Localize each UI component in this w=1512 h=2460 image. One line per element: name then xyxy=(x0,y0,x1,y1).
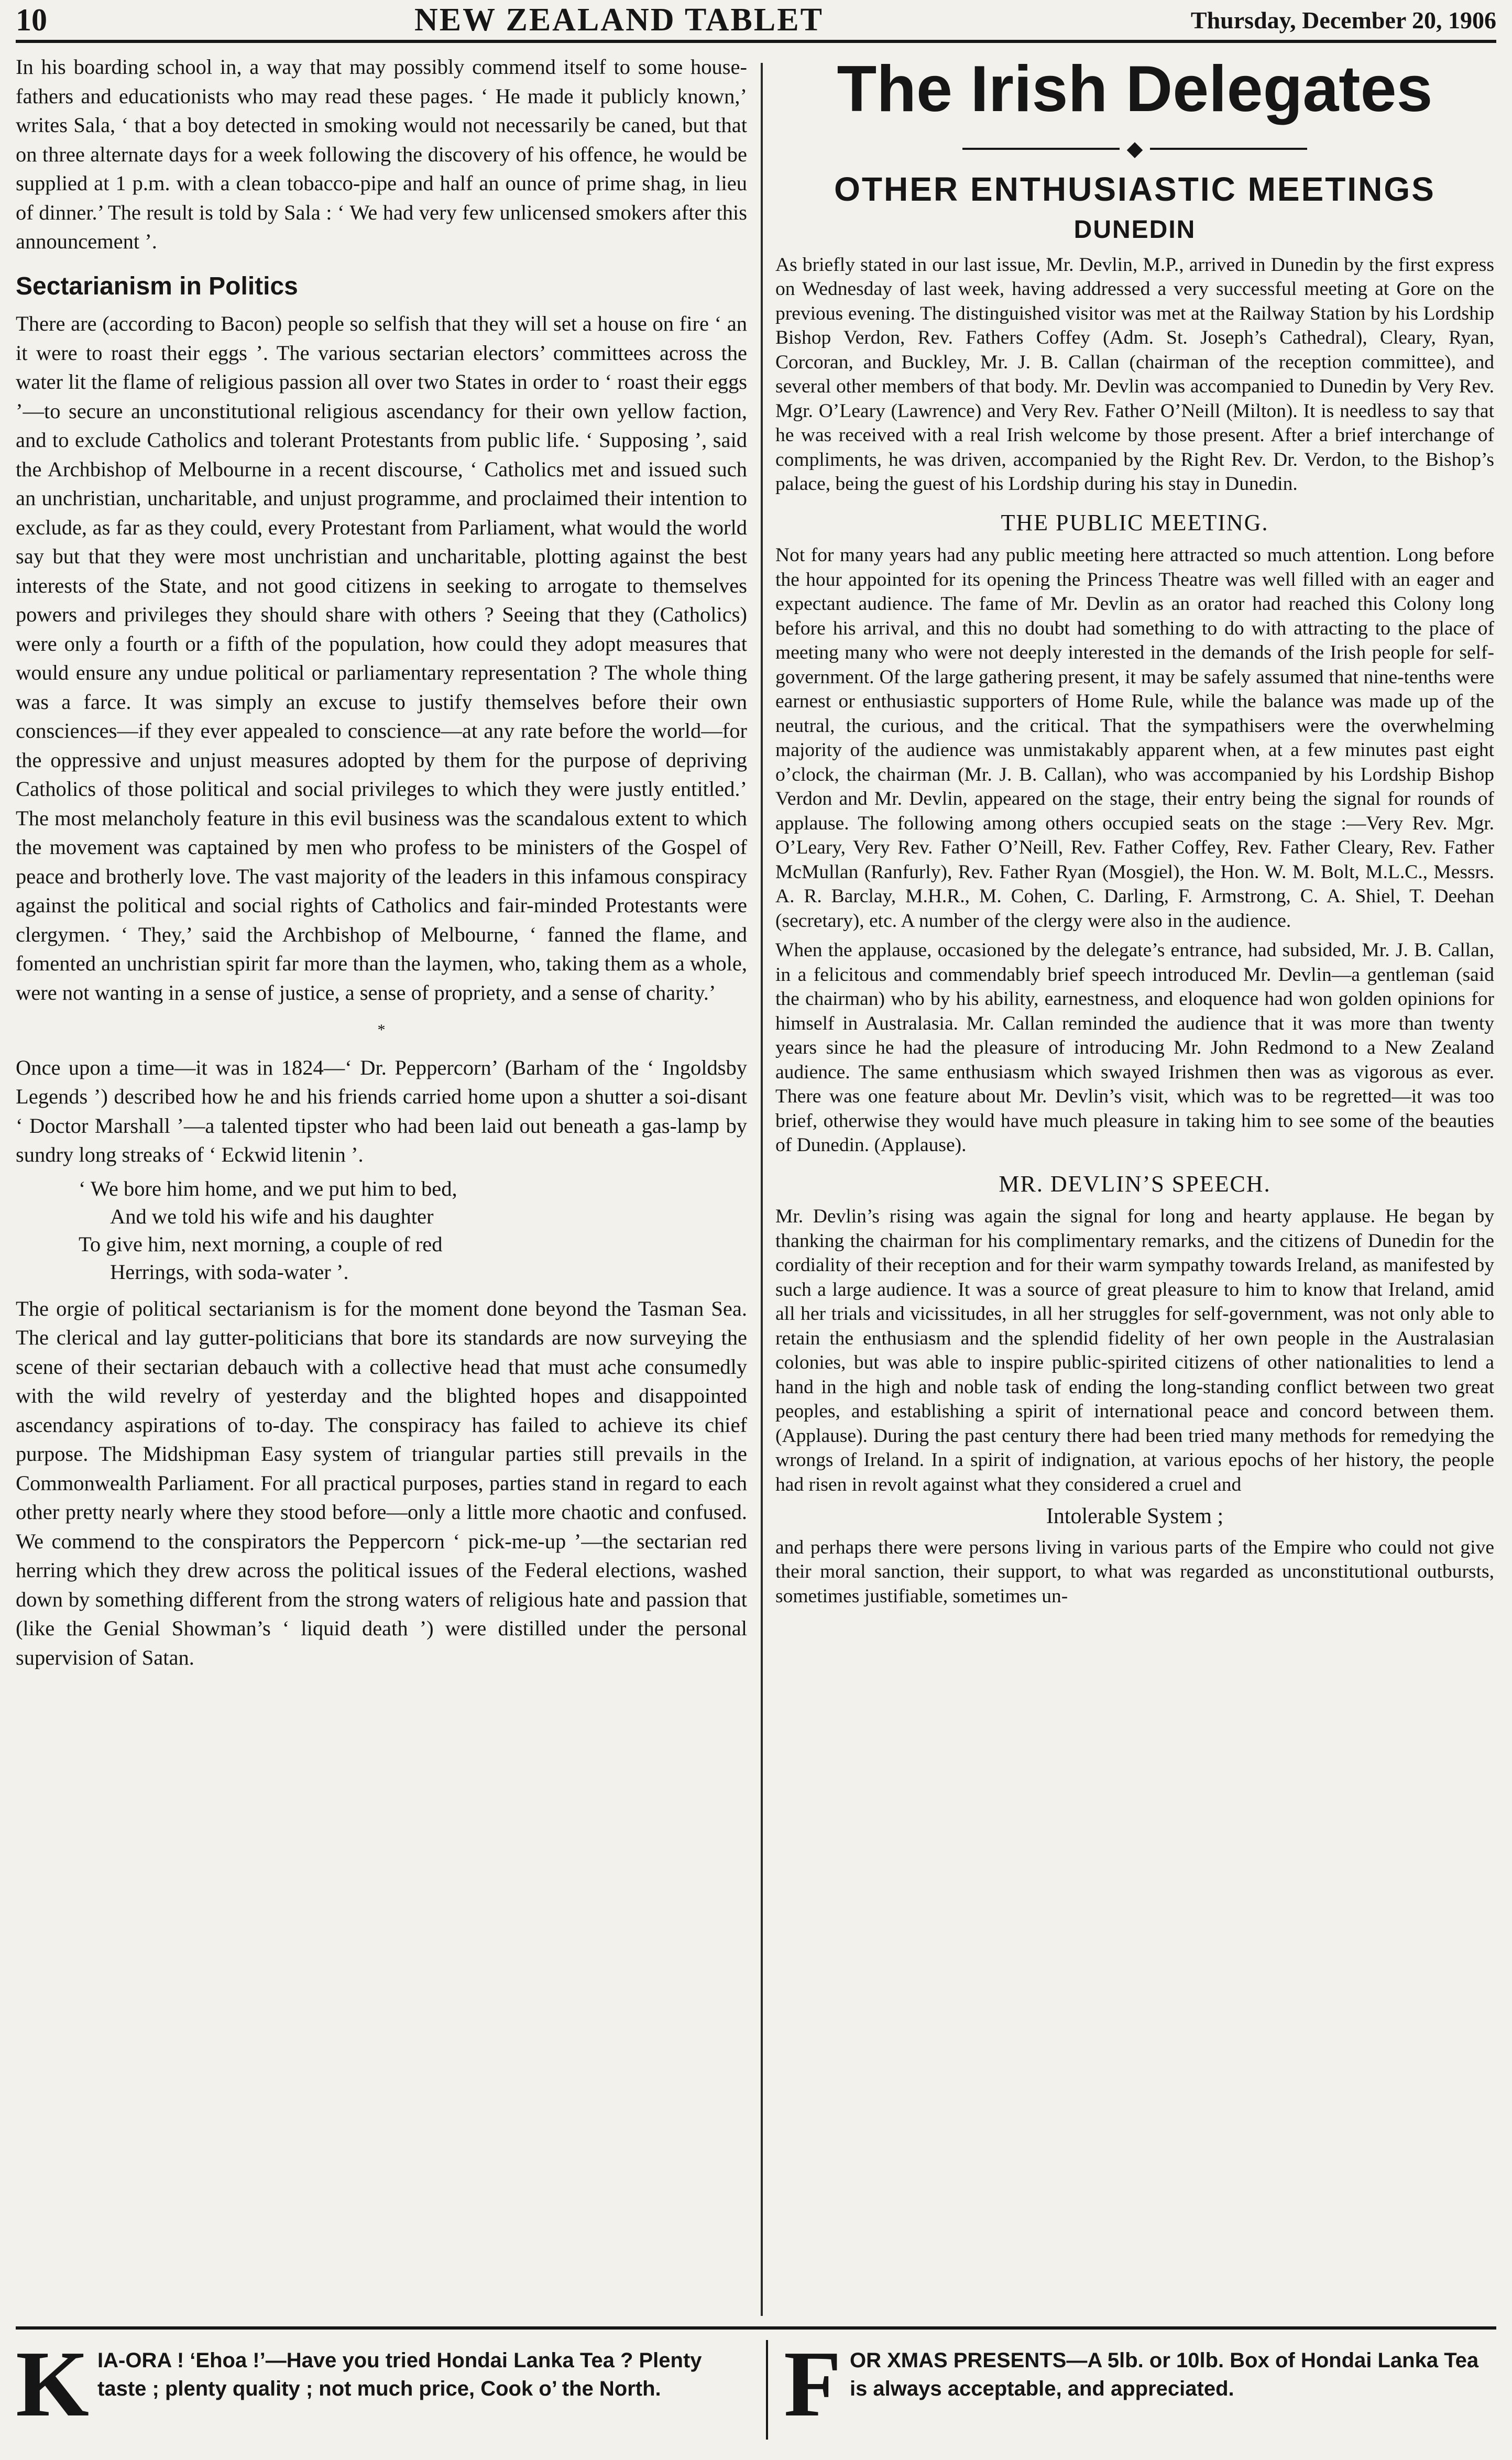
opening-paragraph: In his boarding school in, a way that may possibly commend itself to some house-fathers and educationists who may read these pages. ‘ He made it publicly known,’ writes Sala, ‘ that a boy detected in smoking would not necessarily be caned, but that on three alternate days for a week following the discovery of his offence, he would be supplied at 1 p.m. with a clean tobacco-pipe and half an ounce of prime shag, in lieu of dinner.’ The result is told by Sala : ‘ We had very few unlicensed smokers after this announcement ’. xyxy=(16,55,747,253)
intro-paragraph: As briefly stated in our last issue, Mr. Devlin, M.P., arrived in Dunedin by the first express on Wednesday of last week, having addressed a very successful meeting at Gore on the previous evening. The distinguished visitor was met at the Railway Station by his Lordship Bishop Verdon, Rev. Fathers Coffey (Adm. St. Joseph’s Cathedral), Cleary, Ryan, Corcoran, and Buckley, Mr. J. B. Callan (chairman of the reception committee), and several other members of that body. Mr. Devlin was accompanied to Dunedin by Very Rev. Mgr. O’Leary (Lawrence) and Very Rev. Father O’Neill (Milton). It is needless to say that he was received with a real Irish welcome by those present. After a brief interchange of compliments, he was driven, accompanied by the Right Rev. Dr. Verdon, to the Bishop’s palace, being the guest of his Lordship during his stay in Dunedin. xyxy=(775,254,1494,495)
section-heading: Sectarianism in Politics xyxy=(16,272,298,300)
advertisement-text: IA-ORA ! ‘Ehoa !’—Have you tried Hondai Lanka Tea ? Plenty taste ; plenty quality ; not much price, Cook o’ the North. xyxy=(97,2349,702,2400)
tea-advertisement-right xyxy=(784,2332,1496,2442)
section-paragraph: There are (according to Bacon) people so selfish that they will set a house on fire ‘ an it were to roast their eggs ’. The various sectarian electors’ committees across the water lit the flame of religious passion all over two States in order to ‘ roast their eggs ’—to secure an unconstitutional religious ascendancy for their own yellow faction, and to exclude Catholics and tolerant Protestants from public life. ‘ Supposing ’, said the Archbishop of Melbourne in a recent discourse, ‘ Catholics met and issued such an unchristian, uncharitable, and unjust programme, and proclaimed their intention to exclude, as far as they could, every Protestant from Parliament, what would the world say but that they were most unchristian and uncharitable, plotting against the best interests of the State, and not good citizens in seeking to arrogate to themselves powers and privileges they should share with others ? Seeing that they (Catholics) were only a fourth or a fifth of the population, how could they adopt measures that would ensure any undue political or parliamentary representation ? The whole thing was a farce. It was simply an excuse to justify themselves before their own consciences—if they ever appealed to conscience—at any rate before the world—for the oppressive and unjust measures adopted by them for the purpose of depriving Catholics of those political and social privileges to which they were justly entitled.’ The most melancholy feature in this evil business was the scandalous extent to which the movement was captained by men who profess to be ministers of the Gospel of peace and brotherly love. The vast majority of the leaders in this infamous conspiracy against the political and social rights of Catholics and fair-minded Protestants were clergymen. ‘ They,’ said the Archbishop of Melbourne, ‘ fanned the flame, and fomented an unchristian spirit far more than the laymen, who, taking them as a whole, were not wanting in a sense of justice, a sense of propriety, and a sense of charity.’ xyxy=(16,312,747,1004)
column-rule xyxy=(761,63,763,2316)
final-paragraph: and perhaps there were persons living in various parts of the Empire who could not give their moral sanction, their support, to what was regarded as unconstitutional outbursts, sometimes justifiable, sometimes un- xyxy=(775,1536,1494,1607)
footer-advertisements xyxy=(16,2326,1496,2450)
drop-cap: F xyxy=(784,2332,841,2436)
intolerable-system-heading: Intolerable System ; xyxy=(1046,1504,1224,1528)
title-ornament xyxy=(775,134,1494,163)
speech-heading: MR. DEVLIN’S SPEECH. xyxy=(999,1171,1271,1197)
ad-divider xyxy=(766,2340,768,2440)
peppercorn-paragraph: Once upon a time—it was in 1824—‘ Dr. Peppercorn’ (Barham of the ‘ Ingoldsby Legends ’) described how he and his friends carried home upon a shutter a soi-disant ‘ Doctor Marshall ’—a talented tipster who had been laid out beneath a gas-lamp by sundry long streaks of ‘ Eckwid litenin ’. xyxy=(16,1055,747,1166)
running-header xyxy=(16,0,1496,43)
tea-advertisement-left xyxy=(16,2332,744,2442)
issue-date: Thursday, December 20, 1906 xyxy=(1190,6,1496,34)
ornament-bar xyxy=(1150,148,1307,150)
page-number: 10 xyxy=(16,2,47,37)
ornament-bar xyxy=(962,148,1120,150)
right-column xyxy=(775,52,1494,1614)
diamond-icon: ◆ xyxy=(1126,137,1143,160)
public-meeting-paragraph: When the applause, occasioned by the delegate’s entrance, had subsided, Mr. J. B. Callan, in a felicitous and commendably brief speech introduced Mr. Devlin—a gentleman (said the chairman) who by his ability, earnestness, and eloquence had won golden opinions for himself in Australasia. Mr. Callan reminded the audience that it was more than twenty years since he had the pleasure of introducing Mr. John Redmond to a New Zealand audience. The same enthusiasm which swayed Irishmen then was as vigorous as ever. There was one feature about Mr. Devlin’s visit, which was to be regretted—it was too brief, otherwise they would have much pleasure in taking him to see some of the beauties of Dunedin. (Applause). xyxy=(775,939,1494,1156)
left-column xyxy=(16,52,747,1677)
article-title: The Irish Delegates xyxy=(837,53,1433,125)
dateline-place: DUNEDIN xyxy=(1073,216,1196,244)
article-subtitle: OTHER ENTHUSIASTIC MEETINGS xyxy=(834,170,1436,208)
public-meeting-paragraph: Not for many years had any public meeting here attracted so much attention. Long before the hour appointed for its opening the Princess Theatre was well filled with an eager and expectant audience. The fame of Mr. Devlin as an orator had reached this Colony long before his arrival, and this no doubt had something to do with attracting to the place of meeting many who were not deeply interested in the demands of the Irish people for self-government. Of the large gathering present, it may be safely assumed that nine-tenths were earnest or enthusiastic supporters of Home Rule, while the balance was made up of the neutral, the curious, and the critical. That the sympathisers were the overwhelming majority of the audience was unmistakably apparent when, at a few minutes past eight o’clock, the chairman (Mr. J. B. Callan), who was accompanied by his Lordship Bishop Verdon and Mr. Devlin, appeared on the stage, their entry being the signal for rounds of applause. The following among others occupied seats on the stage :—Very Rev. Mgr. O’Leary, Very Rev. Father O’Neill, Rev. Father Coffey, Rev. Father Cleary, Rev. Father McMullan (Ranfurly), Rev. Father Ryan (Mosgiel), the Hon. W. M. Bolt, M.L.C., Messrs. A. R. Barclay, M.H.R., M. Cohen, C. Darling, F. Armstrong, C. A. Shiel, T. Deehan (secretary), etc. A number of the clergy were also in the audience. xyxy=(775,544,1494,932)
speech-paragraph: Mr. Devlin’s rising was again the signal for long and hearty applause. He began by thanking the chairman for his complimentary remarks, and the citizens of Dunedin for the cordiality of their reception and for their warm sympathy towards Ireland, as manifested by such a large audience. It was a source of great pleasure to him to know that Ireland, amid all her trials and vicissitudes, in all her struggles for self-government, was not only able to retain the enthusiasm and the splendid fidelity of her own people in the Australasian colonies, but was able to inspire public-spirited citizens of other nationalities to lend a hand in the high and noble task of ending the long-standing conflict between two great peoples, and establishing a spirit of international peace and concord between them. (Applause). During the past century there had been tried many methods for remedying the wrongs of Ireland. In a spirit of indignation, at various epochs of her history, the people had risen in revolt against what they considered a cruel and xyxy=(775,1206,1494,1495)
paper-name: NEW ZEALAND TABLET xyxy=(414,2,824,38)
verse-line: And we told his wife and his daughter xyxy=(110,1204,434,1228)
public-meeting-heading: THE PUBLIC MEETING. xyxy=(1001,509,1269,535)
advertisement-text: OR XMAS PRESENTS—A 5lb. or 10lb. Box of Hondai Lanka Tea is always acceptable, and appreciated. xyxy=(849,2349,1479,2400)
verse-line: Herrings, with soda-water ’. xyxy=(110,1260,349,1284)
drop-cap: K xyxy=(16,2332,90,2436)
verse-line: To give him, next morning, a couple of red xyxy=(79,1232,443,1256)
verse-quote xyxy=(79,1175,747,1286)
section-star: * xyxy=(377,1021,386,1038)
verse-line: ‘ We bore him home, and we put him to bed, xyxy=(79,1176,457,1200)
closing-paragraph: The orgie of political sectarianism is for the moment done beyond the Tasman Sea. The clerical and lay gutter-politicians that bore its standards are now surveying the scene of their sectarian debauch with a collective head that must ache consumedly with the wild revelry of yesterday and the blighted hopes and disappointed ascendancy aspirations of to-day. The conspiracy has failed to achieve its chief purpose. The Midshipman Easy system of triangular parties still prevails in the Commonwealth Parliament. For all practical purposes, parties stand in regard to each other pretty nearly where they stood before—only a little more chaotic and confused. We commend to the conspirators the Peppercorn ‘ pick-me-up ’—the sectarian red herring which they drew across the political issues of the Federal elections, washed down by something different from the strong waters of religious hate and passion that (like the Genial Showman’s ‘ liquid death ’) were distilled under the personal supervision of Satan. xyxy=(16,1296,747,1669)
